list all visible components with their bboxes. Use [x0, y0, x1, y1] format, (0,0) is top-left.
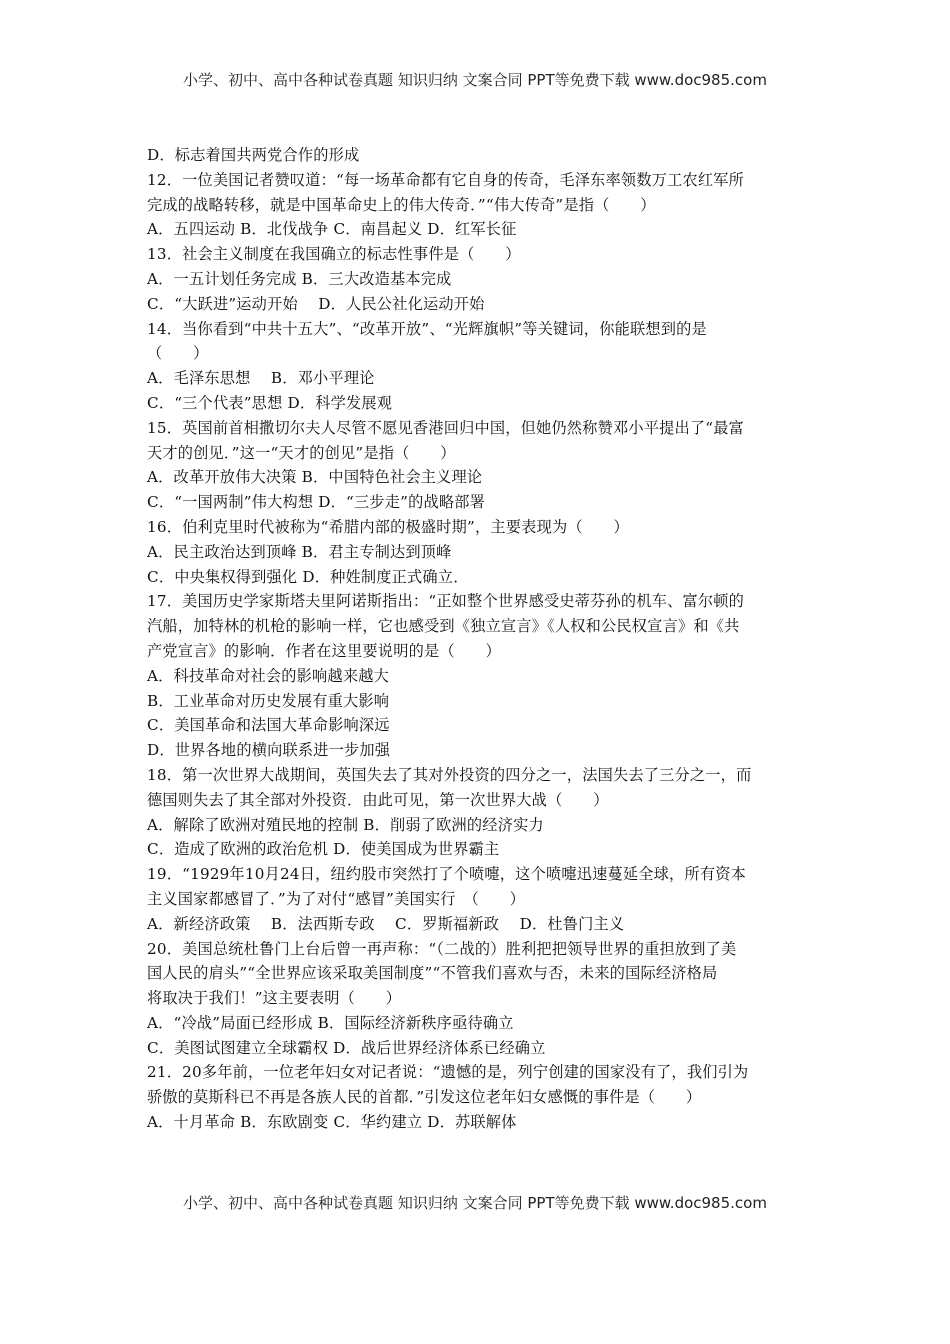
options-line: C．中央集权得到强化 D．种姓制度正式确立． — [147, 567, 469, 586]
page-footer: 小学、初中、高中各种试卷真题 知识归纳 文案合同 PPT等免费下载 www.doc985.com — [183, 1194, 767, 1212]
page-header: 小学、初中、高中各种试卷真题 知识归纳 文案合同 PPT等免费下载 www.doc985.com — [183, 71, 767, 89]
options-line: C．造成了欧洲的政治危机 D．使美国成为世界霸主 — [147, 840, 500, 859]
exam-content — [147, 143, 817, 1135]
text-line: D．标志着国共两党合作的形成 — [147, 146, 360, 164]
options-line: A．“冷战”局面已经形成 B．国际经济新秩序亟待确立 — [147, 1013, 514, 1032]
options-line: C．美国革命和法国大革命影响深远 — [147, 716, 390, 735]
question-12: 12．一位美国记者赞叹道：“每一场革命都有它自身的传奇，毛泽东率领数万工农红军所 — [147, 170, 745, 189]
text-line: 汽船，加特林的机枪的影响一样，它也感受到《独立宣言》《人权和公民权宣言》和《共 — [147, 617, 740, 636]
options-line: B．工业革命对历史发展有重大影响 — [147, 691, 390, 710]
options-line: A．改革开放伟大决策 B．中国特色社会主义理论 — [147, 468, 483, 487]
text-line: 将取决于我们！”这主要表明（ ） — [147, 989, 402, 1008]
text-line: 完成的战略转移，就是中国革命史上的伟大传奇．”“伟大传奇”是指（ ） — [147, 195, 656, 214]
options-line: A．新经济政策 B．法西斯专政 C．罗斯福新政 D．杜鲁门主义 — [147, 914, 625, 933]
options-line: C．“大跃进”运动开始 D．人民公社化运动开始 — [147, 294, 485, 313]
text-line: 德国则失去了其全部对外投资．由此可见，第一次世界大战（ ） — [147, 790, 609, 809]
options-line: A．一五计划任务完成 B．三大改造基本完成 — [147, 269, 452, 288]
options-line: A．五四运动 B．北伐战争 C．南昌起义 D．红军长征 — [147, 220, 517, 239]
text-line: 骄傲的莫斯科已不再是各族人民的首都．”引发这位老年妇女感慨的事件是（ ） — [147, 1088, 702, 1107]
options-line: A．毛泽东思想 B．邓小平理论 — [147, 369, 375, 388]
text-line: 主义国家都感冒了．”为了对付“感冒”美国实行 （ ） — [147, 889, 525, 908]
options-line: A．十月革命 B．东欧剧变 C．华约建立 D．苏联解体 — [147, 1113, 517, 1132]
options-line: C．美图试图建立全球霸权 D．战后世界经济体系已经确立 — [147, 1038, 546, 1057]
options-line: C．“一国两制”伟大构想 D．“三步走”的战略部署 — [147, 493, 486, 512]
question-18: 18．第一次世界大战期间，英国失去了其对外投资的四分之一，法国失去了三分之一，而 — [147, 765, 752, 784]
question-21: 21．20多年前，一位老年妇女对记者说：“遗憾的是，列宁创建的国家没有了，我们引为 — [147, 1063, 749, 1082]
text-line: 天才的创见．”这一“天才的创见”是指（ ） — [147, 443, 456, 462]
question-14: 14．当你看到“中共十五大”、“改革开放”、“光辉旗帜”等关键词，你能联想到的是 — [147, 319, 707, 338]
text-line: 国人民的肩头”“全世界应该采取美国制度”“不管我们喜欢与否，未来的国际经济格局 — [147, 964, 718, 983]
question-17: 17．美国历史学家斯塔夫里阿诺斯指出：“正如整个世界感受史蒂芬孙的机车、富尔顿的 — [147, 592, 745, 611]
options-line: C．“三个代表”思想 D．科学发展观 — [147, 393, 393, 412]
question-15: 15．英国前首相撒切尔夫人尽管不愿见香港回归中国，但她仍然称赞邓小平提出了“最富 — [147, 418, 745, 437]
options-line: A．科技革命对社会的影响越来越大 — [147, 666, 389, 685]
text-line: （ ） — [147, 344, 209, 363]
question-19: 19．“1929年10月24日，纽约股市突然打了个喷嚏，这个喷嚏迅速蔓延全球，所有资本 — [147, 865, 746, 884]
question-13: 13．社会主义制度在我国确立的标志性事件是（ ） — [147, 245, 521, 264]
question-20: 20．美国总统杜鲁门上台后曾一再声称：“（二战的）胜利把把领导世界的重担放到了美 — [147, 939, 737, 958]
options-line: A．解除了欧洲对殖民地的控制 B．削弱了欧洲的经济实力 — [147, 815, 544, 834]
question-16: 16．伯利克里时代被称为“希腊内部的极盛时期”，主要表现为（ ） — [147, 517, 629, 536]
options-line: D．世界各地的横向联系进一步加强 — [147, 741, 391, 760]
options-line: A．民主政治达到顶峰 B．君主专制达到顶峰 — [147, 542, 452, 561]
text-line: 产党宣言》的影响．作者在这里要说明的是（ ） — [147, 641, 501, 660]
